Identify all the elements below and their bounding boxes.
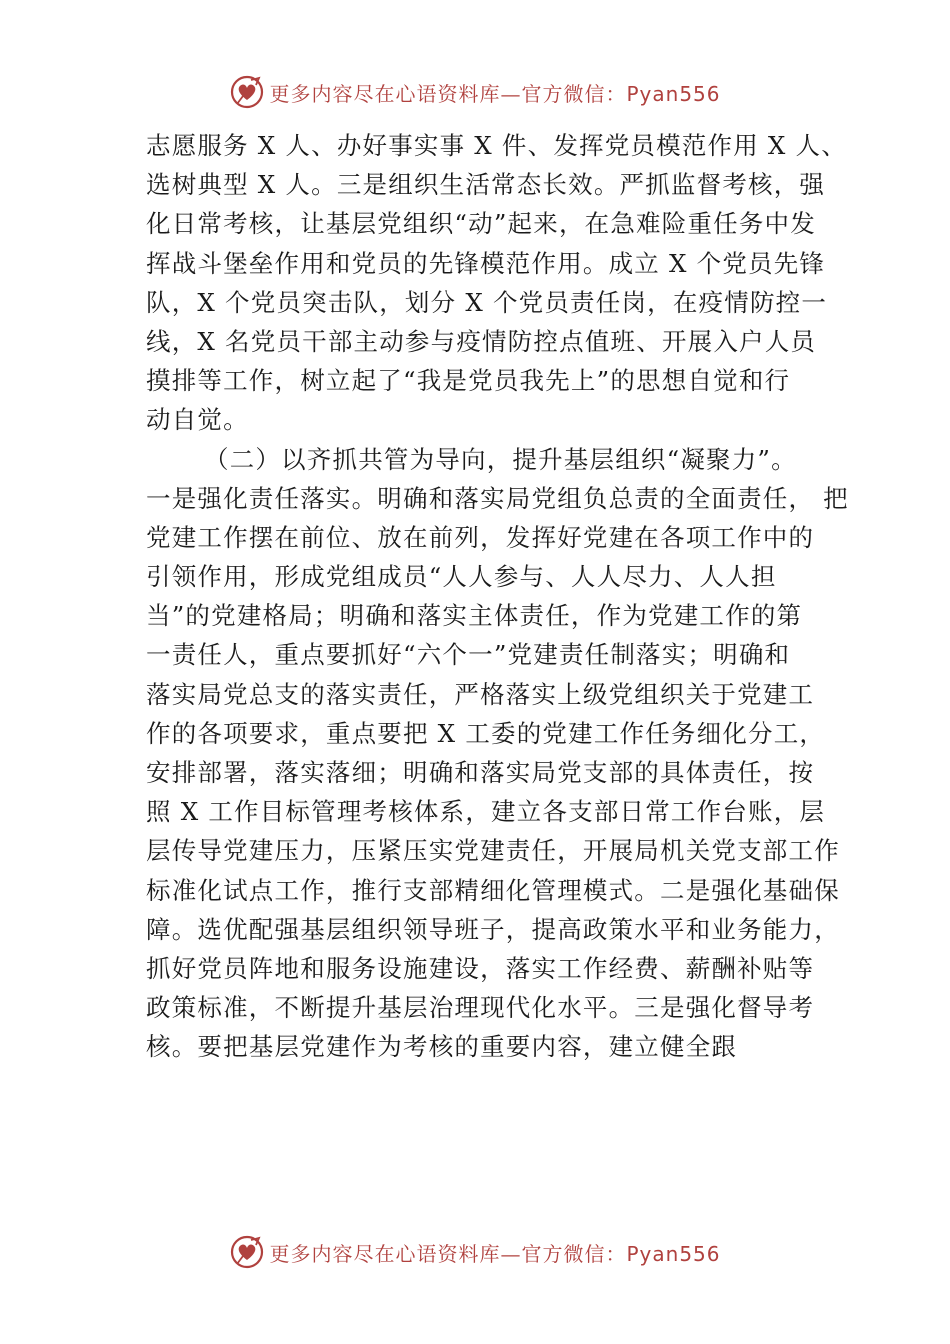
text-line: 照 X 工作目标管理考核体系，建立各支部日常工作台账，层 [146, 797, 826, 827]
footer-banner [0, 1230, 950, 1274]
wechat-id: Pyan556 [626, 1241, 721, 1266]
heart-pen-logo-icon [229, 74, 265, 110]
text-line: 摸排等工作，树立起了“我是党员我先上”的思想自觉和行 [146, 366, 791, 396]
text-line: 落实局党总支的落实责任，严格落实上级党组织关于党建工 [146, 679, 815, 709]
text-line: 政策标准，不断提升基层治理现代化水平。三是强化督导考 [146, 993, 815, 1023]
text-line: 当”的党建格局；明确和落实主体责任，作为党建工作的第 [146, 601, 803, 631]
banner-text [269, 78, 720, 107]
text-line: 选树典型 X 人。三是组织生活常态长效。严抓监督考核，强 [146, 170, 826, 200]
text-line: 化日常考核，让基层党组织“动”起来，在急难险重任务中发 [146, 209, 816, 239]
text-line: 引领作用，形成党组成员“人人参与、人人尽力、人人担 [146, 562, 777, 592]
text-line: 动自觉。 [146, 405, 249, 435]
text-line: 障。选优配强基层组织领导班子，提高政策水平和业务能力， [146, 914, 840, 944]
wechat-id: Pyan556 [626, 81, 721, 106]
text-line: 核。要把基层党建作为考核的重要内容，建立健全跟 [146, 1032, 738, 1062]
document-body [146, 126, 849, 1067]
header-banner [0, 70, 950, 114]
section-heading: （二）以齐抓共管为导向，提升基层组织“凝聚力”。 [204, 444, 797, 474]
text-line: 挥战斗堡垒作用和党员的先锋模范作用。成立 X 个党员先锋 [146, 248, 826, 278]
text-line: 抓好党员阵地和服务设施建设，落实工作经费、薪酬补贴等 [146, 953, 815, 983]
text-line: 队，X 个党员突击队，划分 X 个党员责任岗，在疫情防控一 [146, 287, 828, 317]
text-line: 线，X 名党员干部主动参与疫情防控点值班、开展入户人员 [146, 326, 817, 356]
text-line: 党建工作摆在前位、放在前列，发挥好党建在各项工作中的 [146, 522, 815, 552]
text-line: 作的各项要求，重点要把 X 工委的党建工作任务细化分工， [146, 718, 826, 748]
banner-text [269, 1238, 720, 1267]
text-line: 一是强化责任落实。明确和落实局党组负总责的全面责任， 把 [146, 483, 849, 513]
text-line: 一责任人，重点要抓好“六个一”党建责任制落实；明确和 [146, 640, 791, 670]
text-line: 安排部署，落实落细；明确和落实局党支部的具体责任，按 [146, 758, 815, 787]
text-line: 标准化试点工作，推行支部精细化管理模式。二是强化基础保 [146, 875, 840, 905]
banner-label: 更多内容尽在心语资料库—官方微信： [269, 81, 627, 106]
text-line: 志愿服务 X 人、办好事实事 X 件、发挥党员模范作用 X 人、 [146, 131, 847, 160]
banner-label: 更多内容尽在心语资料库—官方微信： [269, 1241, 627, 1266]
text-line: 层传导党建压力，压紧压实党建责任，开展局机关党支部工作 [146, 836, 840, 866]
heart-pen-logo-icon [229, 1234, 265, 1270]
